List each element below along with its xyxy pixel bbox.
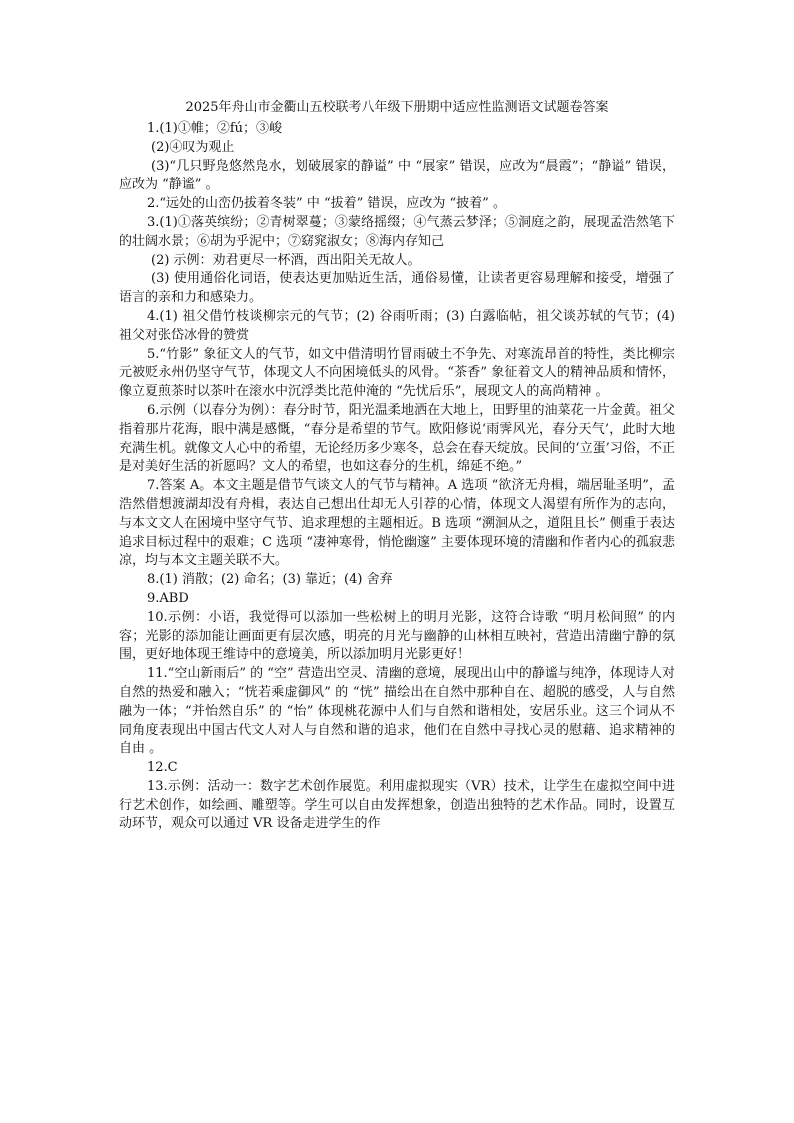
answer-12: 12.C: [147, 760, 178, 776]
answer-4: 4.(1) 祖父借竹枝谈柳宗元的气节；(2) 谷雨听雨；(3) 白露临帖，祖父谈苏轼的气节；(4) 祖父对张岱冰骨的赞赏: [119, 308, 675, 343]
answer-1-1: 1.(1)①帷；②fú；③峻: [147, 121, 283, 136]
answer-11: 11.“空山新雨后” 的 “空” 营造出空灵、清幽的意境，展现出山中的静谧与纯净，体现诗人对自然的热爱和融入；“恍若乘虚御风” 的 “恍” 描绘出在自然中那种自在、超脱的感受，人与自然融为一体；“并怡然自乐” 的 “怡” 体现桃花源中人们与自然和谐相处，安居乐业。这三个词从不同角度表现出中国古代文人对人与自然和谐的追求，他们在自然中寻找心灵的慰藉、追求精神的自由 。: [119, 666, 675, 757]
answer-2: 2.“远处的山峦仍拔着冬装” 中 “拔着” 错误，应改为 “披着” 。: [147, 196, 506, 212]
document-title: 2025年舟山市金衢山五校联考八年级下册期中适应性监测语文试题卷答案: [185, 100, 609, 115]
answer-1-2: (2)④叹为观止: [151, 139, 235, 155]
answer-3-2: (2) 示例：劝君更尽一杯酒，西出阳关无故人。: [151, 252, 421, 268]
answer-9: 9.ABD: [147, 590, 189, 606]
answer-13: 13.示例：活动一：数字艺术创作展览。利用虚拟现实（VR）技术，让学生在虚拟空间中进行艺术创作，如绘画、雕塑等。学生可以自由发挥想象，创造出独特的艺术作品。同时，设置互动环节，观众可以通过 VR 设备走进学生的作: [119, 778, 675, 832]
answer-8: 8.(1) 消散；(2) 命名；(3) 靠近；(4) 舍弃: [147, 572, 393, 588]
answer-1-3: (3)“几只野凫悠然凫水，划破展家的静谥” 中 “展家” 错误，应改为“晨霞”；“静谥” 错误，应改为 “静谧” 。: [119, 158, 675, 193]
answer-3-1: 3.(1)①落英缤纷；②青树翠蔓；③蒙络摇缀；④气蒸云梦泽；⑤洞庭之韵，展现孟浩然笔下的壮阔水景；⑥胡为乎泥中；⑦窈窕淑女；⑧海内存知己: [119, 214, 675, 249]
answer-10: 10.示例：小语，我觉得可以添加一些松树上的明月光影，这符合诗歌 “明月松间照” 的内容；光影的添加能让画面更有层次感，明亮的月光与幽静的山林相互映衬，营造出清幽宁静的氛围，更好地体现王维诗中的意境美，所以添加明月光影更好！: [119, 609, 675, 663]
answer-5: 5.“竹影” 象征文人的气节，如文中借清明竹冒雨破土不争先、对寒流昂首的特性，类比柳宗元被贬永州仍坚守气节，体现文人不向困境低头的风骨。“茶香” 象征着文人的精神品质和情怀，像立夏煎茶时以茶叶在滚水中沉浮类比范仲淹的 “先忧后乐”，展现文人的高尚精神 。: [119, 346, 675, 400]
answer-3-3: (3) 使用通俗化词语，使表达更加贴近生活，通俗易懂，让读者更容易理解和接受，增强了语言的亲和力和感染力。: [119, 271, 675, 306]
answer-7: 7.答案 A。本文主题是借节气谈文人的气节与精神。A 选项 “欲济无舟楫，端居耻圣明”，孟浩然借想渡湖却没有舟楫，表达自己想出仕却无人引荐的心情，体现文人渴望有所作为的志向，与本文文人在困境中坚守气节、追求理想的主题相近。B 选项 “溯洄从之，道阻且长” 侧重于表达追求目标过程中的艰难；C 选项 “凄神寒骨，悄怆幽邃” 主要体现环境的清幽和作者内心的孤寂悲凉，均与本文主题关联不大。: [119, 478, 675, 569]
answer-document: [119, 91, 675, 834]
answer-6: 6.示例（以春分为例）：春分时节，阳光温柔地洒在大地上，田野里的油菜花一片金黄。祖父指着那片花海，眼中满是感慨，“春分是希望的节气。欧阳修说‘雨霁风光，春分天气’，此时大地充满生机。就像文人心中的希望，无论经历多少寒冬，总会在春天绽放。民间的‘立蛋’习俗，不正是对美好生活的祈愿吗？文人的希望，也如这春分的生机，绵延不绝。”: [119, 402, 675, 475]
